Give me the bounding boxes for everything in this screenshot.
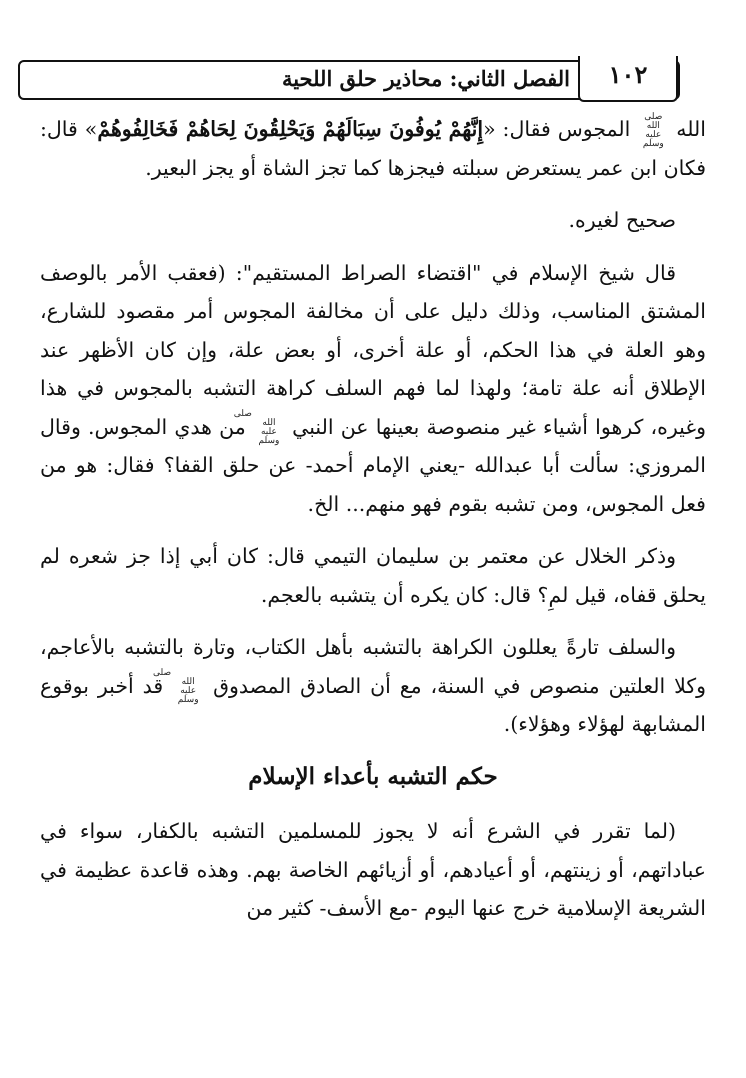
paragraph-khallal: وذكر الخلال عن معتمر بن سليمان التيمي قال: كان أبي إذا جز شعره لم يحلق قفاه، قيل لمِ؟ قال: كان يكره أن يتشبه بالعجم. (40, 544, 706, 607)
chapter-title: الفصل الثاني: محاذير حلق اللحية (281, 66, 570, 91)
ibn-taymiyyah-part1: قال شيخ الإسلام في "اقتضاء الصراط المستقيم": (فعقب الأمر بالوصف المشتق المناسب، وذلك دليل على أن مخالفة المجوس أمر مقصود للشارع، وهو العلة في هذا الحكم، أو علة أخرى، أو بعض علة، وإن كان الأظهر عند الإطلاق أنه علة تامة؛ ولهذا لما فهم السلف كراهة التشبه بالمجوس في هذا وغيره، كرهوا أشياء غير منصوصة بعينها عن النبي (40, 260, 706, 439)
paragraph-salaf (40, 628, 706, 744)
paragraph-ruling: (لما تقرر في الشرع أنه لا يجوز للمسلمين التشبه بالكفار، سواء في عباداتهم، أو زينتهم، أو أعيادهم، أو أزيائهم الخاصة بهم. وهذه قاعدة عظيمة في الشريعة الإسلامية خرج عنها اليوم -مع الأسف- كثير من (40, 819, 706, 920)
hadith-lead: الله (676, 117, 706, 141)
paragraph-ibn-taymiyyah (40, 254, 706, 524)
section-heading: حكم التشبه بأعداء الإسلام (248, 762, 498, 790)
ibn-taymiyyah-part2: من هدي المجوس. وقال المروزي: سألت أبا عبدالله -يعني الإمام أحمد- عن حلق القفا؟ فقال: هو من فعل المجوس، ومن تشبه بقوم فهو منهم... الخ. (40, 414, 706, 516)
page-header (18, 60, 680, 100)
hadith-quote: إِنَّهُمْ يُوفُونَ سِبَالَهُمْ وَيَحْلِقُونَ لِحَاهُمْ فَخَالِفُوهُمْ (97, 117, 484, 141)
paragraph-grading: صحيح لغيره. (568, 208, 676, 232)
page-number: ١٠٢ (608, 60, 648, 89)
page-number-box (578, 56, 678, 102)
page-body (40, 110, 706, 942)
hadith-intro: المجوس فقال: « (483, 117, 631, 141)
hadith-quote-close: » (84, 117, 98, 141)
salawat-icon: صلى الله عليه وسلم (233, 409, 280, 446)
hadith-rest: قال: فكان ابن عمر يستعرض سبلته فيجزها كما تجز الشاة أو يجز البعير. (40, 117, 706, 180)
salawat-icon: صلى الله عليه وسلم (153, 668, 199, 705)
paragraph-hadith (40, 110, 706, 187)
salaf-part2: قد أخبر بوقوع المشابهة لهؤلاء وهؤلاء). (40, 673, 706, 736)
salaf-part1: والسلف تارةً يعللون الكراهة بالتشبه بأهل الكتاب، وتارة بالتشبه بالأعاجم، وكلا العلتين منصوص في السنة، مع أن الصادق المصدوق (40, 635, 706, 698)
salawat-icon: صلى الله عليه وسلم (642, 111, 664, 149)
